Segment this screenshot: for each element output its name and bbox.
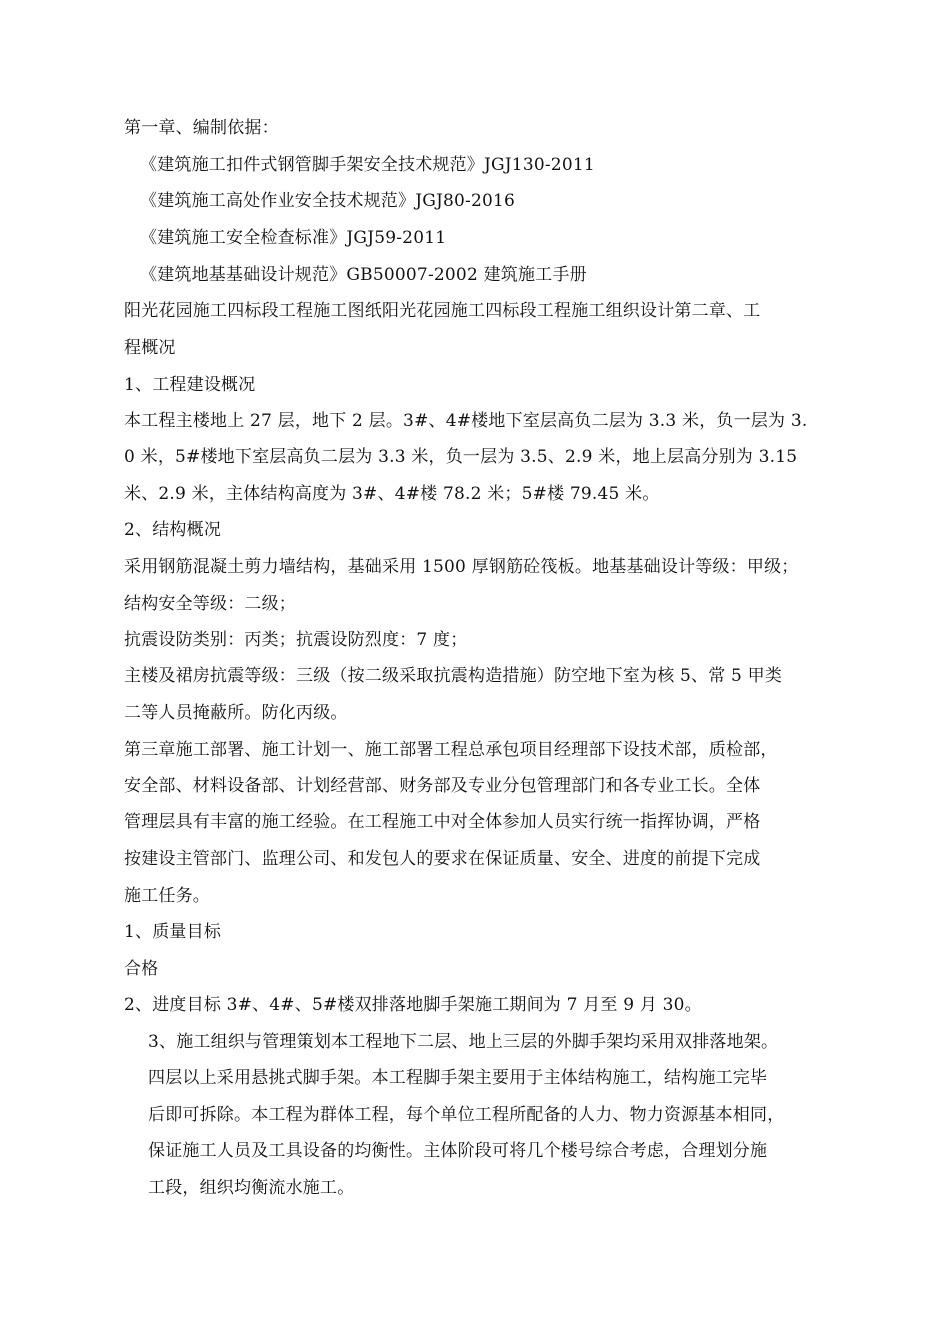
paragraph-line: 抗震设防类别：丙类；抗震设防烈度：7 度； [124, 630, 468, 650]
paragraph-line: 四层以上采用悬挑式脚手架。本工程脚手架主要用于主体结构施工，结构施工完毕 [148, 1068, 768, 1088]
paragraph-line: 工段，组织均衡流水施工。 [148, 1178, 355, 1198]
paragraph-line: 二等人员掩蔽所。防化丙级。 [124, 703, 348, 723]
paragraph-line: 米、2.9 米，主体结构高度为 3#、4#楼 78.2 米；5#楼 79.45 米。 [124, 484, 660, 504]
paragraph-line: 本工程主楼地上 27 层，地下 2 层。3#、4#楼地下室层高负二层为 3.3 米，负一层为 3. [124, 411, 808, 431]
chapter-1-heading: 第一章、编制依据： [124, 118, 279, 138]
section-heading: 3、施工组织与管理策划本工程地下二层、地上三层的外脚手架均采用双排落地架。 [148, 1032, 779, 1052]
section-heading: 1、工程建设概况 [124, 375, 256, 395]
paragraph-line: 施工任务。 [124, 886, 210, 906]
paragraph-line: 结构安全等级：二级； [124, 594, 296, 614]
reference-item: 《建筑地基基础设计规范》GB50007-2002 建筑施工手册 [140, 265, 587, 285]
reference-item: 《建筑施工扣件式钢管脚手架安全技术规范》JGJ130-2011 [140, 155, 595, 175]
reference-item: 《建筑施工高处作业安全技术规范》JGJ80-2016 [140, 191, 516, 211]
section-heading: 2、进度目标 3#、4#、5#楼双排落地脚手架施工期间为 7 月至 9 月 30。 [124, 995, 702, 1015]
chapter-3-heading: 第三章施工部署、施工计划一、施工部署工程总承包项目经理部下设技术部，质检部， [124, 740, 778, 760]
paragraph-line: 按建设主管部门、监理公司、和发包人的要求在保证质量、安全、进度的前提下完成 [124, 849, 761, 869]
paragraph-line: 0 米，5#楼地下室层高负二层为 3.3 米，负一层为 3.5、2.9 米，地上层高分别为 3.15 [124, 447, 798, 467]
paragraph-line: 后即可拆除。本工程为群体工程，每个单位工程所配备的人力、物力资源基本相同， [148, 1105, 785, 1125]
paragraph-line: 主楼及裙房抗震等级：三级（按二级采取抗震构造措施）防空地下室为核 5、常 5 甲类 [124, 666, 783, 686]
paragraph-line: 程概况 [124, 338, 176, 358]
section-heading: 1、质量目标 [124, 922, 222, 942]
paragraph-line: 阳光花园施工四标段工程施工图纸阳光花园施工四标段工程施工组织设计第二章、工 [124, 301, 761, 321]
paragraph-line: 管理层具有丰富的施工经验。在工程施工中对全体参加人员实行统一指挥协调，严格 [124, 812, 761, 832]
paragraph-line: 合格 [124, 959, 159, 979]
section-heading: 2、结构概况 [124, 520, 222, 540]
paragraph-line: 采用钢筋混凝土剪力墙结构，基础采用 1500 厚钢筋砼筏板。地基基础设计等级：甲级； [124, 557, 799, 577]
reference-item: 《建筑施工安全检查标准》JGJ59-2011 [140, 228, 447, 248]
paragraph-line: 保证施工人员及工具设备的均衡性。主体阶段可将几个楼号综合考虑，合理划分施 [148, 1141, 768, 1161]
paragraph-line: 安全部、材料设备部、计划经营部、财务部及专业分包管理部门和各专业工长。全体 [124, 776, 761, 796]
